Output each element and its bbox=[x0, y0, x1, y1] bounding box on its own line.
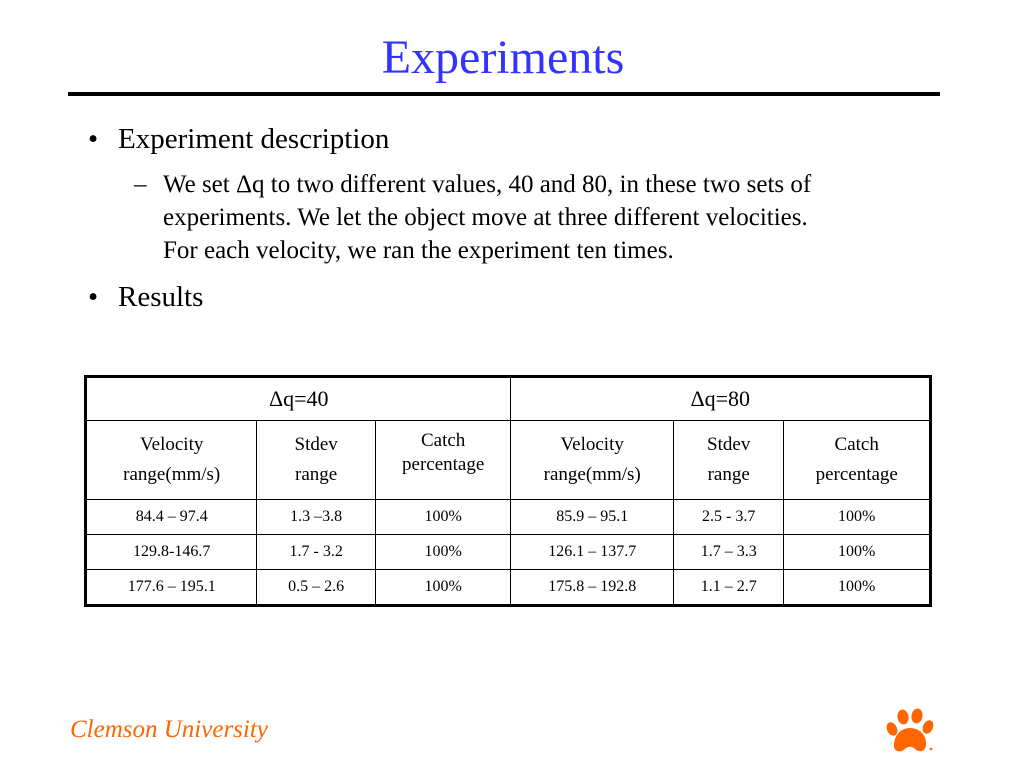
table-cell: 100% bbox=[784, 500, 931, 535]
slide-title: Experiments bbox=[381, 31, 625, 84]
table-cell: 100% bbox=[375, 535, 511, 570]
footer-university: Clemson University bbox=[70, 716, 268, 743]
column-header: Catch percentage bbox=[375, 421, 511, 500]
table-cell: 1.7 - 3.2 bbox=[257, 535, 375, 570]
table-header-row bbox=[86, 421, 931, 500]
column-header: Velocity range(mm/s) bbox=[86, 421, 257, 500]
bullet-text: Experiment description bbox=[118, 123, 390, 155]
table-row bbox=[86, 570, 931, 606]
column-header: Stdev range bbox=[673, 421, 783, 500]
title-divider bbox=[68, 92, 940, 96]
table-cell: 85.9 – 95.1 bbox=[511, 500, 674, 535]
column-header: Velocity range(mm/s) bbox=[511, 421, 674, 500]
group-header-dq40: Δq=40 bbox=[86, 377, 511, 421]
table-cell: 126.1 – 137.7 bbox=[511, 535, 674, 570]
bullet-marker: • bbox=[88, 281, 99, 313]
sub-bullet-line: We set Δq to two different values, 40 and 80, in these two sets of bbox=[163, 171, 812, 198]
results-table bbox=[84, 375, 932, 607]
table-cell: 100% bbox=[784, 570, 931, 606]
table-row bbox=[86, 535, 931, 570]
table-group-row bbox=[86, 377, 931, 421]
table-cell: 175.8 – 192.8 bbox=[511, 570, 674, 606]
bullet-experiment-description bbox=[88, 122, 390, 156]
table-cell: 0.5 – 2.6 bbox=[257, 570, 375, 606]
sub-bullet-description bbox=[134, 168, 923, 267]
sub-bullet-marker: – bbox=[134, 171, 147, 198]
table-row bbox=[86, 500, 931, 535]
table-cell: 129.8-146.7 bbox=[86, 535, 257, 570]
table-cell: 100% bbox=[375, 570, 511, 606]
sub-bullet-line: experiments. We let the object move at three different velocities. bbox=[163, 204, 808, 231]
table-cell: 84.4 – 97.4 bbox=[86, 500, 257, 535]
table-cell: 100% bbox=[784, 535, 931, 570]
bullet-results bbox=[88, 280, 204, 314]
column-header: Stdev range bbox=[257, 421, 375, 500]
group-header-dq80: Δq=80 bbox=[511, 377, 931, 421]
bullet-text: Results bbox=[118, 281, 204, 313]
table-cell: 2.5 - 3.7 bbox=[673, 500, 783, 535]
tiger-paw-icon bbox=[884, 708, 936, 754]
bullet-marker: • bbox=[88, 123, 99, 155]
column-header: Catch percentage bbox=[784, 421, 931, 500]
table-cell: 1.7 – 3.3 bbox=[673, 535, 783, 570]
table-cell: 1.1 – 2.7 bbox=[673, 570, 783, 606]
table-cell: 100% bbox=[375, 500, 511, 535]
table-cell: 1.3 –3.8 bbox=[257, 500, 375, 535]
sub-bullet-line: For each velocity, we ran the experiment ten times. bbox=[163, 237, 674, 264]
table-cell: 177.6 – 195.1 bbox=[86, 570, 257, 606]
